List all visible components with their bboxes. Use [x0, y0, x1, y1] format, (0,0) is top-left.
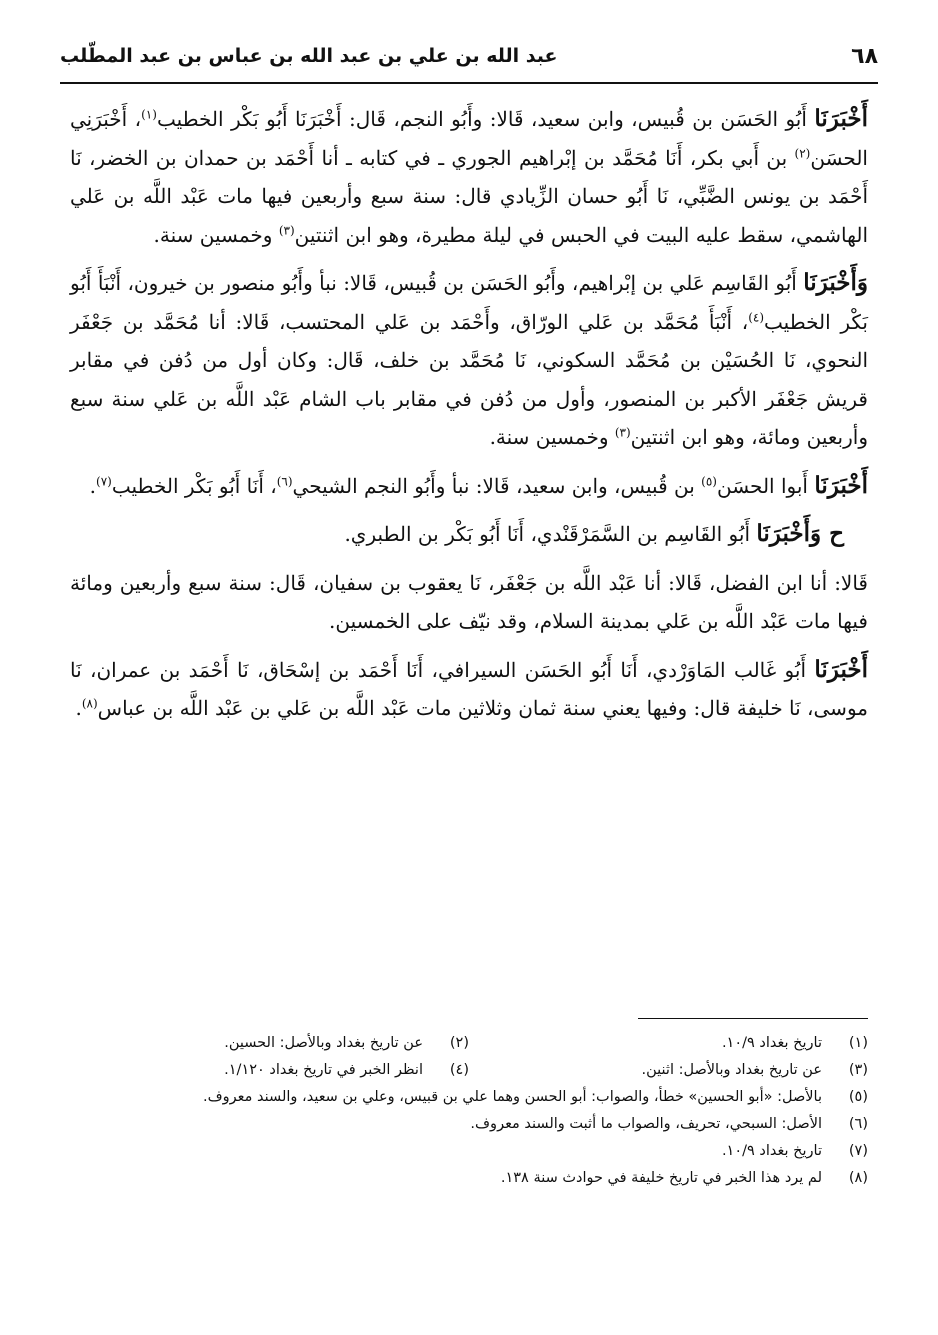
footnote-ref: (٣)	[614, 425, 631, 440]
footnote-number: (٥)	[848, 1089, 868, 1105]
text-segment: أَبُو غَالب المَاوَرْدي، أَنَا أَبُو الحَسَن السيرافي، أَنَا أَحْمَد بن إسْحَاق، نَا أَحْمَد بن عمران، نَا موسى، نَا خليفة قال: وفيها يعني سنة ثمان وثلاثين مات عَبْد اللَّه بن عَلي بن عَبْد اللَّه بن عباس	[70, 657, 868, 720]
footnote-text: بالأصل: «أبو الحسين» خطأ، والصواب: أبو الحسن وهما علي بن قبيس، وعلي بن سعيد، والسند معروف.	[203, 1089, 822, 1105]
footnote-1	[469, 1030, 868, 1057]
header-rule	[60, 82, 878, 84]
text-segment: أَبُو القَاسِم عَلي بن إبْراهيم، وأَبُو الحَسَن بن قُبيس، قَالا: نبأ وأَبُو منصور بن خيرون، أَنْبَأَ أَبُو بَكْر الخطيب	[70, 271, 868, 334]
footnote-number: (٦)	[848, 1116, 868, 1132]
footnote-ref: (١)	[141, 107, 157, 122]
page-header	[60, 36, 878, 76]
footnote-2	[70, 1030, 469, 1057]
chain-lead-word: وَأَخْبَرَنَا	[756, 520, 822, 547]
footnote-text: انظر الخبر في تاريخ بغداد ١/١٢٠.	[224, 1062, 423, 1078]
text-segment: وخمسين سنة.	[489, 425, 615, 449]
footnote-7	[70, 1138, 868, 1165]
footnote-6	[70, 1111, 868, 1138]
footnote-ref: (٨)	[81, 696, 98, 711]
footnote-text: تاريخ بغداد ١٠/٩.	[721, 1035, 822, 1051]
footnote-number: (١)	[848, 1035, 868, 1051]
footnote-text: الأصل: السبحي، تحريف، والصواب ما أثبت والسند معروف.	[470, 1116, 822, 1132]
footnote-number: (٢)	[449, 1035, 469, 1051]
footnote-text: عن تاريخ بغداد وبالأصل: اثنين.	[641, 1062, 822, 1078]
footnote-ref: (٧)	[96, 473, 112, 488]
footnote-number: (٤)	[449, 1062, 469, 1078]
paragraph-3	[70, 467, 868, 506]
footnotes	[70, 1030, 868, 1192]
footnote-text: لم يرد هذا الخبر في تاريخ خليفة في حوادث سنة ١٣٨.	[500, 1170, 822, 1186]
footnote-number: (٧)	[848, 1143, 868, 1159]
footnote-ref: (٢)	[794, 145, 811, 160]
paragraph-4	[70, 515, 868, 554]
text-segment: .	[75, 696, 82, 720]
footnote-8	[70, 1165, 868, 1192]
tahwil-marker: ح	[821, 520, 844, 547]
footnote-text: تاريخ بغداد ١٠/٩.	[721, 1143, 822, 1159]
footnote-ref: (٣)	[278, 222, 295, 237]
text-segment: أَبُو الحَسَن بن قُبيس، وابن سعيد، قَالا: وأَبُو النجم، قَال: أَخْبَرَنَا أَبُو بَكْر الخطيب	[156, 107, 815, 131]
footnote-row	[70, 1030, 868, 1057]
text-segment: .	[89, 473, 97, 498]
footnote-ref: (٤)	[748, 309, 765, 324]
footnote-5	[70, 1084, 868, 1111]
footnote-text: عن تاريخ بغداد وبالأصل: الحسين.	[224, 1035, 423, 1051]
chain-lead-word: أَخْبَرَنَا	[814, 655, 868, 683]
text-segment: بن أَبي بكر، أَنَا مُحَمَّد بن إبْراهيم الجوري ـ في كتابه ـ أنا أَحْمَد بن حمدان بن الخضر، نَا أَحْمَد بن يونس الضَّبِّي، نَا أَبُو حسان الزِّيادي قال: سنة سبع وأربعين فيها مات عَبْد اللَّه بن عَلي الهاشمي، سقط عليه البيت في الحبس في ليلة مطيرة، وهو ابن اثنتين	[70, 145, 868, 247]
paragraph-2	[70, 264, 868, 457]
main-text	[70, 100, 868, 728]
text-segment: أَبوا الحسَن	[716, 473, 815, 498]
footnote-3	[469, 1057, 868, 1084]
footnote-rule	[638, 1018, 868, 1019]
text-segment: ، أَنَا أَبُو بَكْر الخطيب	[111, 473, 277, 498]
text-segment: وخمسين سنة.	[153, 222, 279, 247]
footnote-4	[70, 1057, 469, 1084]
footnote-ref: (٦)	[276, 473, 293, 488]
chain-lead-word: وَأَخْبَرَنَا	[803, 269, 868, 296]
paragraph-5	[70, 564, 868, 641]
footnote-row	[70, 1057, 868, 1084]
running-title: عبد الله بن علي بن عبد الله بن عباس بن عبد المطّلب	[60, 45, 558, 67]
footnote-ref: (٥)	[701, 473, 717, 488]
paragraph-1	[70, 100, 868, 254]
text-segment: بن قُبيس، وابن سعيد، قَالا: نبأ وأَبُو النجم الشيحي	[292, 473, 702, 498]
text-segment: ، أَنْبَأَ مُحَمَّد بن عَلي الورّاق، وأَحْمَد بن عَلي المحتسب، قَالا: أنا مُحَمَّد بن جَعْفَر النحوي، نَا الحُسَيْن بن مُحَمَّد السكوني، نَا مُحَمَّد بن خلف، قَال: وكان أول من دُفن في مقابر قريش جَعْفَر الأكبر بن المنصور، وأول من دُفن في مقابر باب الشام عَبْد اللَّه بن عَلي سنة سبع وأربعين ومائة، وهو ابن اثنتين	[70, 309, 868, 449]
page-number: ٦٨	[851, 43, 878, 69]
text-segment: ، أَخْبَرَنِي الحسَن	[70, 107, 868, 170]
chain-lead-word: أَخْبَرَنَا	[814, 105, 868, 132]
footnote-number: (٣)	[848, 1062, 868, 1078]
footnote-number: (٨)	[848, 1170, 868, 1186]
paragraph-6	[70, 651, 868, 728]
chain-lead-word: أَخْبَرَنَا	[814, 471, 868, 499]
text-segment: قَالا: أنا ابن الفضل، قَالا: أنا عَبْد اللَّه بن جَعْفَر، نَا يعقوب بن سفيان، قَال: سنة سبع وأربعين ومائة فيها مات عَبْد اللَّه بن عَلي بمدينة السلام، وقد نيّف على الخمسين.	[70, 570, 868, 633]
text-segment: أَبُو القَاسِم بن السَّمَرْقَنْدي، أَنَا أَبُو بَكْر بن الطبري.	[344, 522, 757, 546]
